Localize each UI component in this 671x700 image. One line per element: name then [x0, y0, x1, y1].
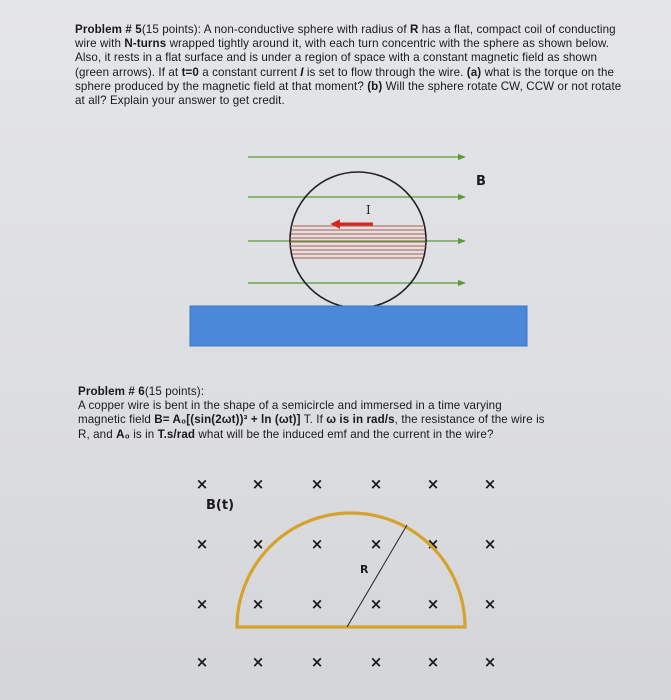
- field-cross: ×: [310, 535, 324, 553]
- field-cross: ×: [310, 475, 324, 493]
- current-symbol: I: [300, 65, 304, 79]
- field-cross: ×: [310, 595, 324, 613]
- field-cross: ×: [251, 595, 265, 613]
- current-label: I: [366, 203, 371, 217]
- omega-units: ω is in rad/s: [326, 413, 395, 427]
- problem-6-heading: Problem # 6: [78, 385, 145, 398]
- problem-6-text-part: R, and: [78, 427, 117, 441]
- field-cross: ×: [195, 595, 209, 613]
- part-a-label: (a): [466, 65, 482, 79]
- field-cross: ×: [251, 653, 265, 671]
- field-cross: ×: [369, 653, 383, 671]
- field-cross: ×: [195, 475, 209, 493]
- problem-6-text-part: what will be the induced emf and the current in the wire?: [195, 427, 494, 441]
- field-cross: ×: [426, 475, 440, 493]
- sphere: [290, 172, 426, 308]
- problem-5-text-part: a constant current: [198, 65, 301, 79]
- field-cross: ×: [483, 475, 497, 493]
- problem-6-text: [78, 385, 626, 442]
- field-formula: B= A₀[(sin(2ωt))³ + ln (ωt)]: [154, 413, 301, 427]
- n-turns-term: N-turns: [124, 37, 167, 51]
- problem-6-text-part: is in: [129, 427, 158, 441]
- field-cross: ×: [310, 653, 324, 671]
- field-cross: ×: [251, 475, 265, 493]
- problem-5-text-part: Will the sphere rotate CW, CCW or not rotate at all? Explain your answer to get credit.: [75, 79, 622, 108]
- field-cross: ×: [426, 535, 440, 553]
- problem-6-line-1: A copper wire is bent in the shape of a semicircle and immersed in a time varying: [78, 399, 502, 413]
- field-cross: ×: [369, 535, 383, 553]
- part-b-label: (b): [367, 79, 383, 93]
- problem-6-text-part: magnetic field: [78, 413, 155, 427]
- field-cross: ×: [483, 653, 497, 671]
- field-cross: ×: [195, 535, 209, 553]
- a0-symbol: A₀: [116, 427, 130, 441]
- problem-5-points: (15 points):: [141, 23, 202, 36]
- problem-5-heading: Problem # 5: [75, 23, 142, 36]
- problem-5-text-part: A non-conductive sphere with radius of: [201, 23, 410, 36]
- field-cross: ×: [195, 653, 209, 671]
- problem-5-text-part: is set to flow through the wire.: [303, 65, 467, 79]
- field-cross: ×: [251, 535, 265, 553]
- field-cross: ×: [483, 535, 497, 553]
- t-zero-term: t=0: [181, 65, 199, 79]
- flat-surface: [190, 306, 527, 346]
- sphere-figure: [190, 157, 527, 346]
- radius-symbol: R: [409, 23, 419, 36]
- coil: [290, 226, 426, 258]
- problem-6-text-part: T. If: [300, 413, 327, 427]
- field-cross: ×: [426, 653, 440, 671]
- problem-5-text-part: has a flat, compact coil of conducting wire with: [75, 23, 616, 51]
- problem-5-text-part: what is the torque on the sphere produced by the magnetic field at that moment?: [75, 65, 615, 93]
- a0-units: T.s/rad: [157, 427, 196, 441]
- problem-5-text-part: wrapped tightly around it, with each turn concentric with the sphere as shown below. Also, it rests in a flat surface and is under a region of space with a constant magnetic field as shown (green arrows). If at: [75, 37, 610, 79]
- field-label-b: B: [476, 174, 486, 189]
- radius-label: R: [360, 563, 369, 576]
- field-cross: ×: [369, 595, 383, 613]
- semicircle-figure: [196, 475, 497, 671]
- field-cross: ×: [369, 475, 383, 493]
- field-label-bt: B(t): [206, 498, 235, 513]
- problem-6-text-part: , the resistance of the wire is: [394, 413, 545, 427]
- problem-6-points: (15 points):: [144, 385, 205, 398]
- field-cross: ×: [426, 595, 440, 613]
- field-cross: ×: [483, 595, 497, 613]
